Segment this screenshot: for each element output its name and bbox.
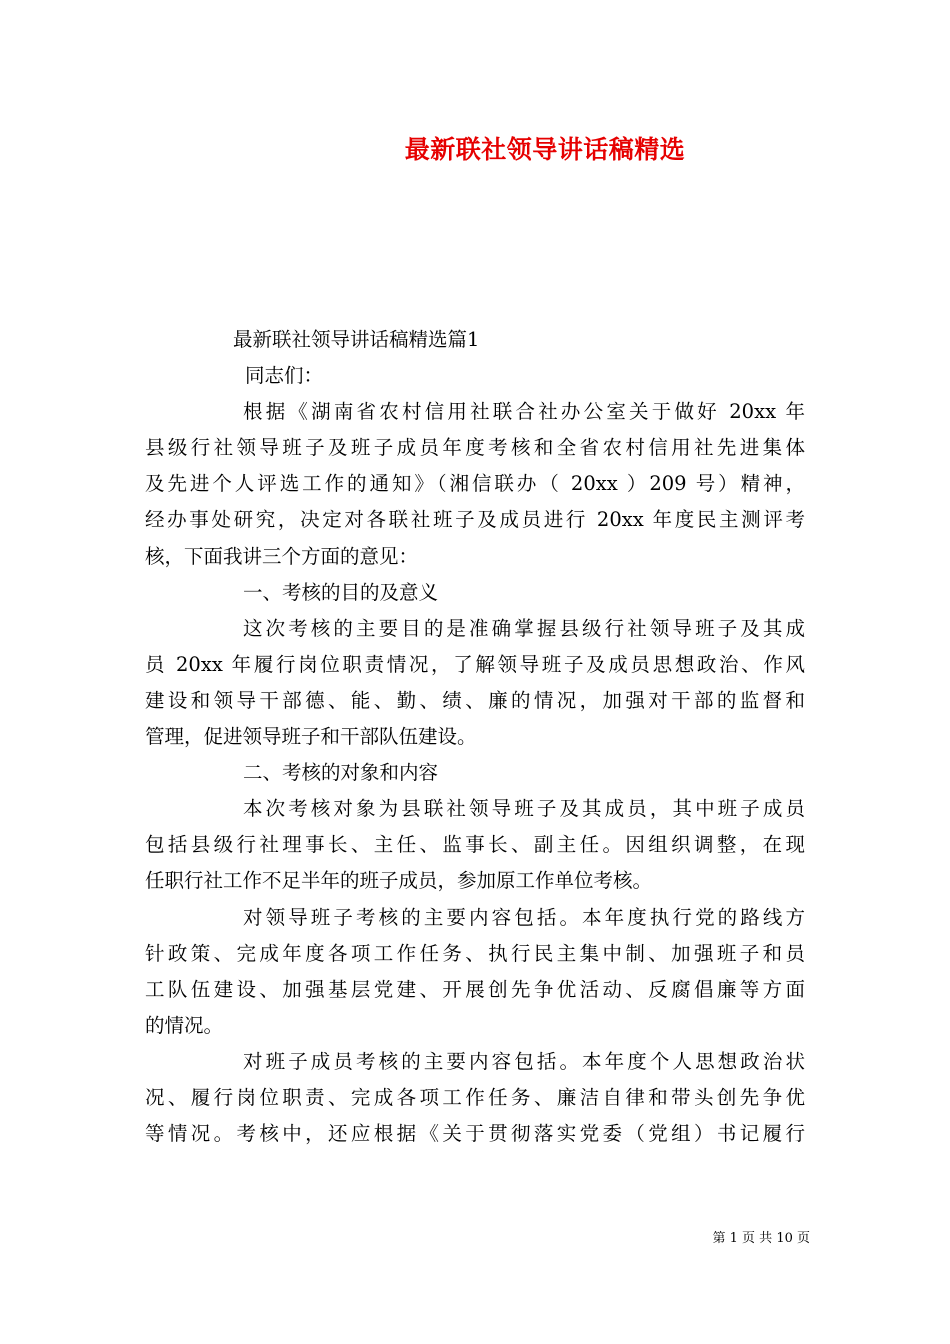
article-heading: 最新联社领导讲话稿精选篇1	[233, 328, 480, 351]
paragraph-line: 经办事处研究，决定对各联社班子及成员进行 20xx 年度民主测评考	[145, 508, 805, 532]
paragraph-line: 对领导班子考核的主要内容包括。本年度执行党的路线方	[243, 905, 805, 929]
paragraph-line: 及先进个人评选工作的通知》（湘信联办（ 20xx ）209 号）精神，	[145, 472, 805, 496]
paragraph-line: 工队伍建设、加强基层党建、开展创先争优活动、反腐倡廉等方面	[145, 977, 805, 1001]
paragraph-line: 本次考核对象为县联社领导班子及其成员，其中班子成员	[243, 797, 805, 821]
paragraph-line: 县级行社领导班子及班子成员年度考核和全省农村信用社先进集体	[145, 436, 805, 460]
page-number-footer: 第 1 页 共 10 页	[712, 1231, 810, 1246]
paragraph-line: 况、履行岗位职责、完成各项工作任务、廉洁自律和带头创先争优	[145, 1085, 805, 1109]
document-body	[145, 322, 805, 1152]
paragraph-line: 员 20xx 年履行岗位职责情况，了解领导班子及成员思想政治、作风	[145, 652, 805, 676]
paragraph-line: 核，下面我讲三个方面的意见：	[145, 544, 419, 568]
paragraph-line: 根据《湖南省农村信用社联合社办公室关于做好 20xx 年	[243, 400, 805, 424]
section-heading: 二、考核的对象和内容	[243, 761, 439, 785]
section-heading: 一、考核的目的及意义	[243, 580, 439, 604]
paragraph-line: 包括县级行社理事长、主任、监事长、副主任。因组织调整，在现	[145, 833, 805, 857]
document-title: 最新联社领导讲话稿精选	[404, 135, 686, 164]
paragraph-line: 针政策、完成年度各项工作任务、执行民主集中制、加强班子和员	[145, 941, 805, 965]
paragraph-line: 对班子成员考核的主要内容包括。本年度个人思想政治状	[243, 1049, 805, 1073]
paragraph-line: 任职行社工作不足半年的班子成员，参加原工作单位考核。	[145, 869, 653, 893]
paragraph-line: 这次考核的主要目的是准确掌握县级行社领导班子及其成	[243, 616, 805, 640]
salutation: 同志们：	[245, 364, 324, 388]
paragraph-line: 的情况。	[145, 1013, 224, 1037]
paragraph-line: 建设和领导干部德、能、勤、绩、廉的情况，加强对干部的监督和	[145, 688, 805, 712]
paragraph-line: 管理，促进领导班子和干部队伍建设。	[145, 725, 477, 749]
paragraph-line: 等情况。考核中，还应根据《关于贯彻落实党委（党组）书记履行	[145, 1122, 805, 1146]
